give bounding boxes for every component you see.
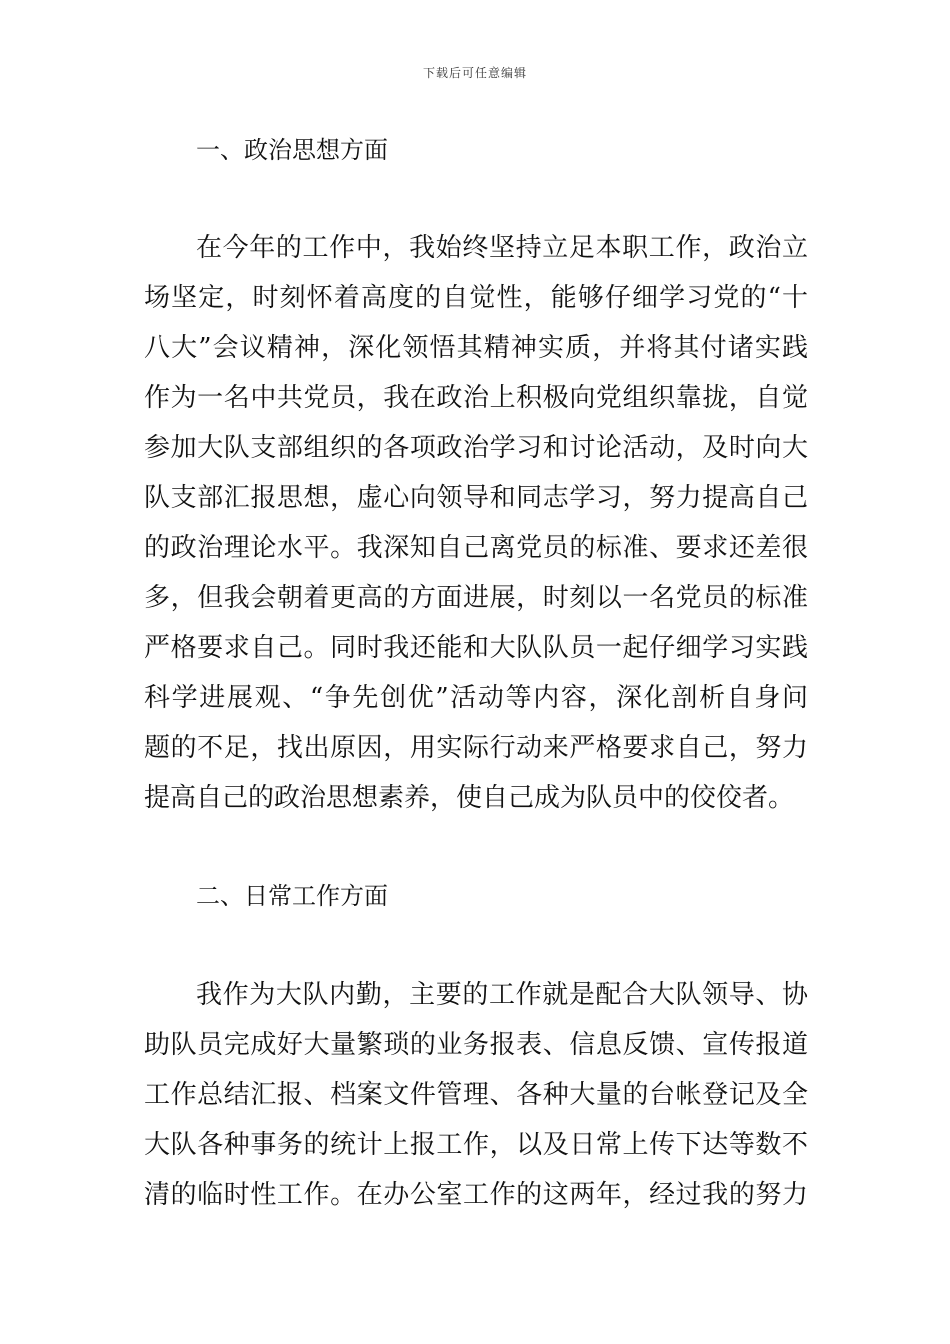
header-note: 下载后可任意编辑	[422, 66, 527, 80]
paragraph-line: 大队各种事务的统计上报工作，以及日常上传下达等数不	[144, 1130, 808, 1160]
paragraph-line: 场坚定，时刻怀着高度的自觉性，能够仔细学习党的“十	[144, 283, 808, 313]
section-1-heading: 一、政治思想方面	[196, 136, 388, 164]
paragraph-line: 队支部汇报思想，虚心向领导和同志学习，努力提高自己	[144, 483, 808, 513]
paragraph-line: 我作为大队内勤，主要的工作就是配合大队领导、协	[196, 980, 808, 1010]
section-2-paragraph	[144, 970, 808, 1220]
paragraph-line: 清的临时性工作。在办公室工作的这两年，经过我的努力	[144, 1180, 808, 1210]
paragraph-line: 参加大队支部组织的各项政治学习和讨论活动，及时向大	[144, 433, 808, 463]
paragraph-line: 助队员完成好大量繁琐的业务报表、信息反馈、宣传报道	[144, 1030, 808, 1060]
paragraph-line: 科学进展观、“争先创优”活动等内容，深化剖析自身问	[144, 683, 808, 713]
paragraph-line: 作为一名中共党员，我在政治上积极向党组织靠拢，自觉	[144, 383, 808, 413]
paragraph-line: 工作总结汇报、档案文件管理、各种大量的台帐登记及全	[144, 1080, 808, 1110]
paragraph-line: 多，但我会朝着更高的方面进展，时刻以一名党员的标准	[144, 583, 808, 613]
paragraph-line: 严格要求自己。同时我还能和大队队员一起仔细学习实践	[144, 633, 808, 663]
section-2-heading: 二、日常工作方面	[196, 882, 388, 910]
paragraph-line: 提高自己的政治思想素养，使自己成为队员中的佼佼者。	[144, 783, 795, 813]
paragraph-line: 在今年的工作中，我始终坚持立足本职工作，政治立	[196, 233, 808, 263]
paragraph-line: 题的不足，找出原因，用实际行动来严格要求自己，努力	[144, 733, 808, 763]
section-1-paragraph	[144, 223, 808, 823]
paragraph-line: 八大”会议精神，深化领悟其精神实质，并将其付诸实践	[144, 333, 808, 363]
paragraph-line: 的政治理论水平。我深知自己离党员的标准、要求还差很	[144, 533, 808, 563]
